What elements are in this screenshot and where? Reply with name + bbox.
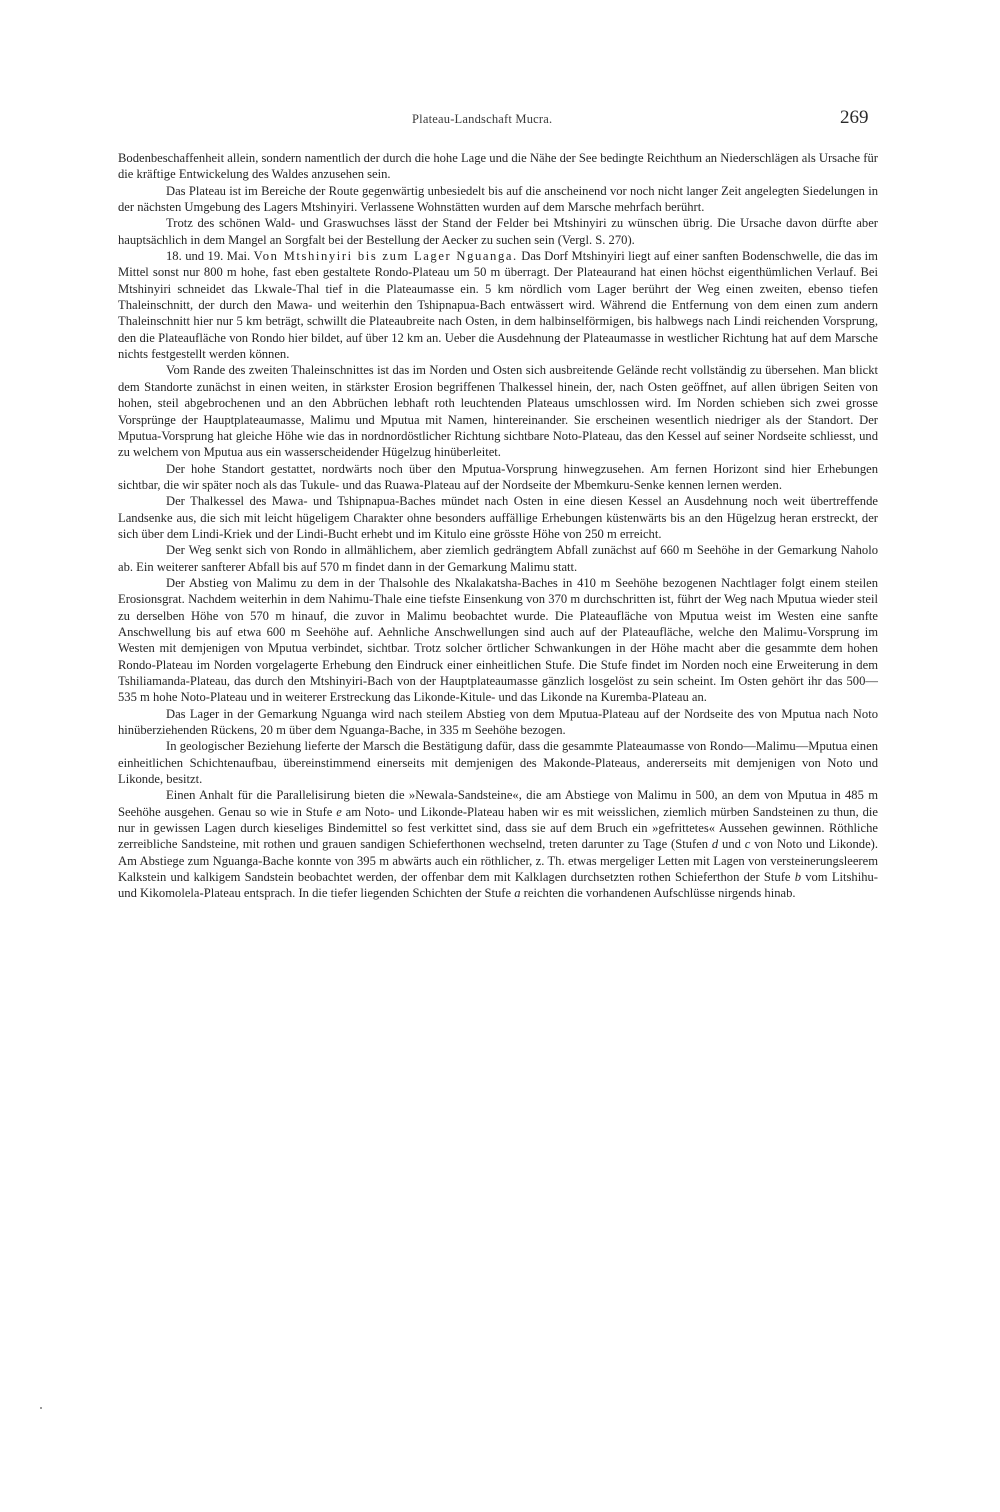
stratum-letter-a: a [514, 886, 521, 901]
paragraph-11: In geologischer Beziehung lieferte der Marsch die Bestätigung dafür, dass die gesammte Plateaumasse von Rondo—Malimu—Mputua einen einheitlichen Schichtenaufbau, übereinstimmend einerseits mit demjenigen des Makonde-Plateaus, andererseits mit demjenigen von Noto und Likonde, besitzt. [118, 739, 878, 787]
page-body [118, 150, 878, 902]
paragraph-12-part-4: von Noto und Likonde). Am Abstiege zum Nguanga-Bache konnte von 395 m abwärts auch ein röthlicher, z. Th. etwas mergeliger Letten mit Lagen von versteinerungsleerem Kalkstein und kalkigem Sandstein beobachtet werden, der offenbar dem mit Kalklagen durchsetzten rothen Schieferthon der Stufe [118, 837, 878, 885]
paragraph-12 [118, 787, 878, 901]
paragraph-9: Der Abstieg von Malimu zu dem in der Thalsohle des Nkalakatsha-Baches in 410 m Seehöhe bezogenen Nachtlager folgt einem steilen Erosionsgrat. Nachdem weiterhin in dem Nahimu-Thale eine tiefste Einsenkung von 370 m durchschritten ist, führt der Weg nach Mputua wieder steil zu derselben Höhe von 570 m hinauf, die zuvor in Malimu beobachtet wurde. Die Plateaufläche von Mputua weist im Westen eine sanfte Anschwellung bis auf etwa 600 m Seehöhe auf. Aehnliche Anschwellungen sind auch auf der Plateaufläche, welche den Malimu-Vorsprung im Westen mit demjenigen von Mputua verbindet, sichtbar. Trotz solcher örtlicher Schwankungen in der Höhe macht aber die gesammte dem hohen Rondo-Plateau im Norden vorgelagerte Erhebung den Eindruck einer einheitlichen Stufe. Die Stufe findet im Norden noch eine Erweiterung in dem Tshiliamanda-Plateau, das durch den Mtshinyiri-Bach von der Hauptplateaumasse gänzlich losgelöst zu sein scheint. Im Osten gehört ihr das 500—535 m hohe Noto-Plateau und in weiterer Erstreckung das Likonde-Kitule- und das Likonde na Kuremba-Plateau an. [118, 575, 878, 705]
section-heading: Von Mtshinyiri bis zum Lager Nguanga. [253, 249, 518, 264]
paragraph-12-part-5: vom Litshihu- und Kikomolela-Plateau entsprach. In die tiefer liegenden Schichten der Stufe [118, 870, 878, 901]
paragraph-12-part-3: und [718, 837, 745, 852]
paragraph-12-part-6: reichten die vorhandenen Aufschlüsse nirgends hinab. [520, 886, 796, 901]
stratum-letter-d: d [711, 837, 719, 852]
paragraph-1: Bodenbeschaffenheit allein, sondern namentlich der durch die hohe Lage und die Nähe der See bedingte Reichthum an Niederschlägen als Ursache für die kräftige Entwickelung des Waldes anzusehen sein. [118, 151, 878, 182]
stratum-letter-e: e [336, 804, 342, 819]
paragraph-8: Der Weg senkt sich von Rondo in allmählichem, aber ziemlich gedrängtem Abfall zunächst auf 660 m Seehöhe in der Gemarkung Naholo ab. Ein weiterer sanfterer Abfall bis auf 570 m findet dann in der Gemarkung Malimu statt. [118, 543, 878, 574]
stratum-letter-c: c [744, 837, 751, 852]
paragraph-7: Der Thalkessel des Mawa- und Tshipnapua-Baches mündet nach Osten in eine diesen Kessel an Ausdehnung noch weit übertreffende Landsenke aus, die sich mit leicht hügeligem Charakter ohne besonders auffällige Erhebungen küstenwärts bis an den Hügelzug heran erstreckt, der sich über dem Lindi-Kriek und der Lindi-Bucht erhebt und im Kitulo eine grösste Höhe von 250 m erreicht. [118, 494, 878, 541]
running-head: Plateau-Landschaft Mucra. [412, 112, 553, 126]
paragraph-12-part-1: Einen Anhalt für die Parallelisirung bieten die »Newala-Sandsteine«, die am Abstiege von Malimu in 500, an dem von Mputua in 485 m Seehöhe ausgehen. Genau so wie in Stufe [118, 788, 878, 819]
page-number: 269 [840, 107, 869, 128]
scan-speck [40, 1407, 42, 1409]
paragraph-12-part-2: am Noto- und Likonde-Plateau haben wir es mit weisslichen, ziemlich mürben Sandsteinen zu thun, die nur in gewissen Lagen durch kieseliges Bindemittel so fest verkittet sind, dass sie auf dem Bruch ein »gefrittetes« Aussehen gewinnen. Röthliche zerreibliche Sandsteine, mit rothen und grauen sandigen Schieferthonen wechselnd, treten darunter zu Tage (Stufen [118, 804, 878, 852]
paragraph-2: Das Plateau ist im Bereiche der Route gegenwärtig unbesiedelt bis auf die anscheinend vor noch nicht langer Zeit angelegten Siedelungen in der nächsten Umgebung des Lagers Mtshinyiri. Verlassene Wohnstätten wurden auf dem Marsche mehrfach berührt. [118, 183, 878, 215]
paragraph-6: Der hohe Standort gestattet, nordwärts noch über den Mputua-Vorsprung hinwegzusehen. Am fernen Horizont sind hier Erhebungen sichtbar, die wir später noch als das Tukule- und das Ruawa-Plateau auf der Nordseite der Mbemkuru-Senke kennen lernen werden. [118, 461, 878, 492]
section-date: 18. und 19. Mai. [166, 249, 251, 264]
paragraph-3: Trotz des schönen Wald- und Graswuchses lässt der Stand der Felder bei Mtshinyiri zu wünschen übrig. Die Ursache davon dürfte aber hauptsächlich in dem Mangel an Sorgfalt bei der Bestellung der Aecker zu suchen sein (Vergl. S. 270). [118, 216, 878, 247]
stratum-letter-b: b [794, 870, 801, 885]
paragraph-5: Vom Rande des zweiten Thaleinschnittes ist das im Norden und Osten sich ausbreitende Gelände recht vollständig zu übersehen. Man blickt dem Standorte zunächst in einen weiten, in stärkster Erosion begriffenen Thalkessel hinein, der, nach Osten geöffnet, auf allen übrigen Seiten von hohen, steil abgebrochenen und an den Abbrüchen lebhaft roth leuchtenden Plateaus umschlossen wird. Im Norden schieben sich zwei grosse Vorsprünge der Hauptplateaumasse, Malimu und Mputua mit Namen, hintereinander. Sie erscheinen wesentlich niedriger als der Standort. Der Mputua-Vorsprung hat gleiche Höhe wie das in nordnordöstlicher Richtung sichtbare Noto-Plateau, das den Kessel auf seiner Nordseite schliesst, und zu welchem von Mputua aus ein wasserscheidender Hügelzug hinüberleitet. [118, 363, 878, 460]
paragraph-4 [118, 248, 878, 362]
paragraph-10: Das Lager in der Gemarkung Nguanga wird nach steilem Abstieg von dem Mputua-Plateau auf der Nordseite des von Mputua nach Noto hinüberziehenden Rückens, 20 m über dem Nguanga-Bache, in 335 m Seehöhe bezogen. [118, 706, 878, 738]
paragraph-4-text: Das Dorf Mtshinyiri liegt auf einer sanften Bodenschwelle, die das im Mittel sonst nur 800 m hohe, fast eben gestaltete Rondo-Plateau um 50 m überragt. Der Plateaurand hat einen höchst eigenthümlichen Verlauf. Bei Mtshinyiri schneidet das Lkwale-Thal tief in die Plateaumasse ein. 5 km nördlich vom Lager berührt der Weg einen zweiten, ebenso tiefen Thaleinschnitt, der durch den Mawa- und weiterhin den Tshipnapua-Bach entwässert wird. Während die Entfernung von dem einen zum andern Thaleinschnitt hier nur 5 km beträgt, schwillt die Plateaubreite nach Osten, in dem halbinselförmigen, bis halbwegs nach Lindi reichenden Vorsprung, den die Plateaufläche von Rondo hier bildet, auf über 12 km an. Ueber die Ausdehnung der Plateaumasse in westlicher Richtung hat auf dem Marsche nichts festgestellt werden können. [118, 249, 878, 362]
